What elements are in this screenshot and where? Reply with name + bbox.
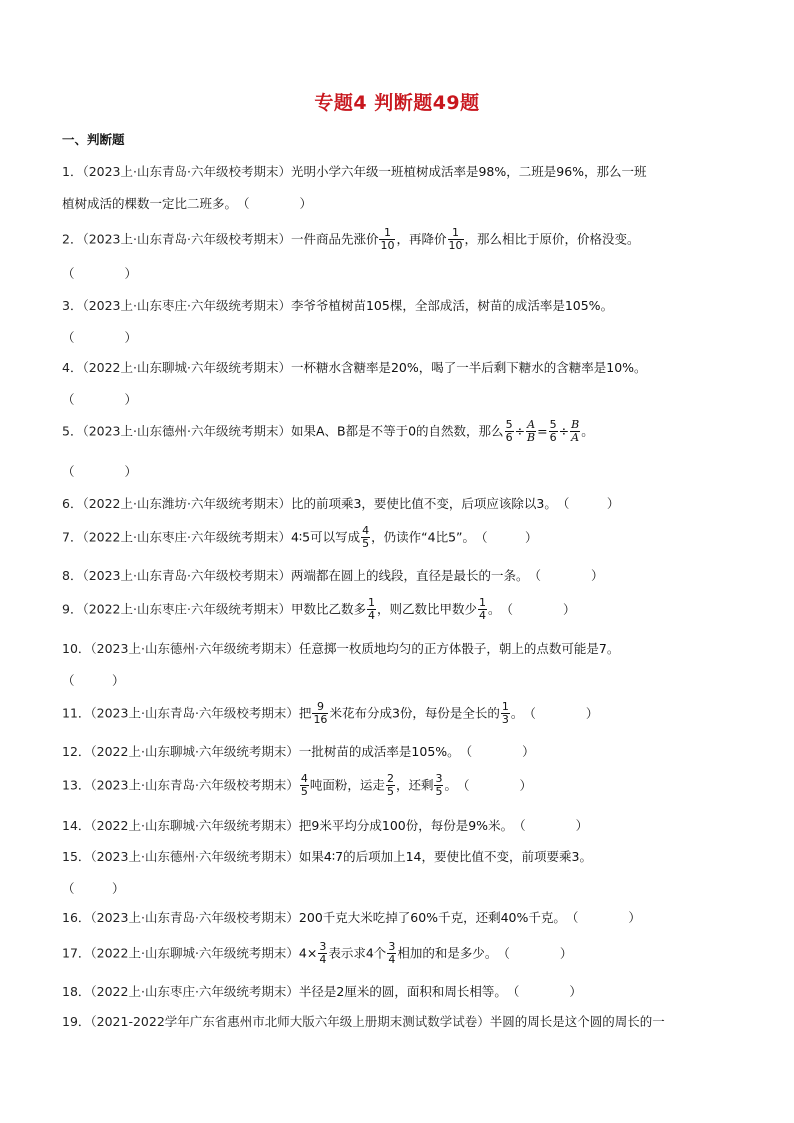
question-source: 19．（2021-2022学年广东省惠州市北师大版六年级上册期末测试数学试卷） bbox=[62, 1014, 490, 1029]
question-source: 12．（2022上·山东聊城·六年级统考期末） bbox=[62, 744, 299, 759]
numerator: 1 bbox=[367, 596, 375, 609]
question-source: 9．（2022上·山东枣庄·六年级统考期末） bbox=[62, 601, 291, 617]
question-12 bbox=[62, 744, 740, 760]
question-source: 8．（2023上·山东青岛·六年级校考期末） bbox=[62, 568, 291, 583]
numerator: 5 bbox=[549, 418, 557, 431]
fraction bbox=[379, 227, 395, 251]
question-10 bbox=[62, 641, 740, 657]
fraction bbox=[318, 941, 327, 965]
question-source: 14．（2022上·山东聊城·六年级统考期末） bbox=[62, 818, 299, 833]
question-1-continued bbox=[62, 194, 312, 212]
fraction bbox=[505, 419, 514, 443]
section-heading: 一、判断题 bbox=[62, 132, 125, 147]
question-13 bbox=[62, 774, 740, 798]
denominator: 4 bbox=[367, 608, 375, 622]
question-14 bbox=[62, 818, 740, 834]
question-source: 15．（2023上·山东德州·六年级统考期末） bbox=[62, 849, 299, 864]
answer-blank[interactable]: （ ） bbox=[497, 945, 573, 961]
denominator: 16 bbox=[313, 712, 328, 726]
answer-blank[interactable]: （ ） bbox=[500, 601, 576, 617]
operator: ÷ bbox=[514, 423, 526, 439]
question-text: 把 bbox=[298, 705, 312, 721]
question-2 bbox=[62, 228, 740, 252]
answer-blank[interactable]: （ ） bbox=[62, 392, 138, 407]
answer-blank[interactable]: （ ） bbox=[565, 910, 641, 925]
question-11 bbox=[62, 702, 740, 726]
question-source: 3．（2023上·山东枣庄·六年级统考期末） bbox=[62, 298, 291, 313]
answer-blank[interactable]: （ ） bbox=[62, 881, 125, 896]
question-3 bbox=[62, 298, 740, 314]
question-6 bbox=[62, 496, 740, 512]
answer-blank[interactable]: （ ） bbox=[506, 984, 582, 999]
denominator: A bbox=[571, 430, 580, 444]
numerator: 9 bbox=[316, 700, 324, 713]
question-text: 李爷爷植树苗105棵，全部成活，树苗的成活率是105%。 bbox=[290, 298, 614, 313]
question-text: 植树成活的棵数一定比二班多。 bbox=[62, 196, 238, 211]
question-source: 17．（2022上·山东聊城·六年级统考期末） bbox=[62, 945, 299, 961]
fraction bbox=[312, 701, 328, 725]
question-text: 表示求4个 bbox=[328, 945, 387, 961]
question-4 bbox=[62, 360, 740, 376]
denominator: 4 bbox=[319, 952, 327, 966]
fraction bbox=[367, 597, 376, 621]
question-text: ，那么相比于原价，价格没变。 bbox=[464, 231, 640, 247]
denominator: B bbox=[527, 430, 536, 444]
answer-blank[interactable]: （ ） bbox=[523, 705, 599, 721]
denominator: 4 bbox=[479, 608, 486, 622]
numerator: 3 bbox=[435, 772, 443, 785]
question-text: 两端都在圆上的线段，直径是最长的一条。 bbox=[290, 568, 529, 583]
fraction bbox=[549, 419, 558, 443]
fraction bbox=[448, 227, 464, 251]
answer-blank[interactable]: （ ） bbox=[528, 568, 604, 583]
question-source: 13．（2023上·山东青岛·六年级校考期末） bbox=[62, 777, 299, 793]
question-text: 。 bbox=[444, 777, 457, 793]
question-text: 。 bbox=[581, 423, 594, 439]
answer-blank[interactable]: （ ） bbox=[62, 266, 138, 281]
question-text: 4× bbox=[298, 945, 318, 961]
question-text: 半圆的周长是这个圆的周长的一 bbox=[489, 1014, 665, 1029]
fraction bbox=[501, 701, 510, 725]
denominator: 10 bbox=[448, 238, 463, 252]
operator: ÷ bbox=[558, 423, 570, 439]
question-text: 米花布分成3份，每份是全长的 bbox=[329, 705, 500, 721]
denominator: 6 bbox=[549, 430, 557, 444]
question-source: 6．（2022上·山东潍坊·六年级统考期末） bbox=[62, 496, 291, 511]
answer-blank[interactable]: （ ） bbox=[62, 330, 138, 345]
operator: = bbox=[537, 423, 548, 439]
question-text: 任意掷一枚质地均匀的正方体骰子，朝上的点数可能是7。 bbox=[298, 641, 620, 656]
numerator: 1 bbox=[479, 596, 486, 609]
question-5 bbox=[62, 420, 740, 444]
question-text: ，还剩 bbox=[395, 777, 434, 793]
numerator: 1 bbox=[383, 226, 391, 239]
question-18 bbox=[62, 984, 740, 1000]
question-source: 4．（2022上·山东聊城·六年级统考期末） bbox=[62, 360, 291, 375]
question-text: 一批树苗的成活率是105%。 bbox=[298, 744, 460, 759]
question-text: 吨面粉，运走 bbox=[309, 777, 385, 793]
question-7 bbox=[62, 526, 740, 550]
question-text: 。 bbox=[488, 601, 501, 617]
question-source: 11．（2023上·山东青岛·六年级校考期末） bbox=[62, 705, 299, 721]
question-text: 一件商品先涨价 bbox=[290, 231, 379, 247]
question-text: ，仍读作“4比5”。 bbox=[371, 529, 475, 545]
page-title: 专题4 判断题49题 bbox=[314, 92, 480, 114]
question-source: 1．（2023上·山东青岛·六年级校考期末） bbox=[62, 164, 291, 179]
question-15 bbox=[62, 849, 740, 865]
question-source: 7．（2022上·山东枣庄·六年级统考期末） bbox=[62, 529, 291, 545]
question-source: 18．（2022上·山东枣庄·六年级统考期末） bbox=[62, 984, 299, 999]
numerator: 1 bbox=[452, 226, 459, 239]
answer-blank[interactable]: （ ） bbox=[237, 196, 313, 211]
question-8 bbox=[62, 568, 740, 584]
denominator: 5 bbox=[362, 536, 370, 550]
numerator: 2 bbox=[386, 772, 394, 785]
question-text: 如果4∶7的后项加上14，要使比值不变，前项要乘3。 bbox=[298, 849, 592, 864]
question-text: 如果A、B都是不等于0的自然数，那么 bbox=[290, 423, 504, 439]
question-source: 16．（2023上·山东青岛·六年级校考期末） bbox=[62, 910, 299, 925]
question-text: 4∶5可以写成 bbox=[290, 529, 361, 545]
question-9 bbox=[62, 598, 740, 622]
question-text: 半径是2厘米的圆，面积和周长相等。 bbox=[298, 984, 507, 999]
question-text: 光明小学六年级一班植树成活率是98%，二班是96%，那么一班 bbox=[290, 164, 647, 179]
fraction bbox=[434, 773, 443, 797]
fraction bbox=[478, 597, 487, 621]
answer-blank[interactable]: （ ） bbox=[475, 529, 538, 545]
fraction bbox=[361, 525, 370, 549]
numerator: 1 bbox=[501, 700, 509, 713]
denominator: 6 bbox=[505, 430, 513, 444]
numerator: 4 bbox=[300, 772, 308, 785]
question-source: 5．（2023上·山东德州·六年级统考期末） bbox=[62, 423, 291, 439]
question-19 bbox=[62, 1014, 740, 1030]
answer-blank[interactable]: （ ） bbox=[556, 496, 620, 511]
question-text: ，再降价 bbox=[396, 231, 447, 247]
question-text: 200千克大米吃掉了60%千克，还剩40%千克。 bbox=[298, 910, 566, 925]
fraction bbox=[387, 941, 396, 965]
denominator: 5 bbox=[300, 784, 308, 798]
fraction bbox=[570, 419, 580, 443]
question-text: ，则乙数比甲数少 bbox=[376, 601, 477, 617]
answer-blank[interactable]: （ ） bbox=[456, 777, 532, 793]
fraction bbox=[386, 773, 395, 797]
question-text: 甲数比乙数多 bbox=[290, 601, 366, 617]
question-text: 把9米平均分成100份，每份是9%米。 bbox=[298, 818, 514, 833]
fraction bbox=[300, 773, 309, 797]
numerator: 5 bbox=[505, 418, 513, 431]
numerator: 4 bbox=[362, 524, 370, 537]
question-source: 10．（2023上·山东德州·六年级统考期末） bbox=[62, 641, 299, 656]
numerator: 3 bbox=[388, 940, 396, 953]
question-16 bbox=[62, 910, 740, 926]
question-text: 比的前项乘3，要使比值不变，后项应该除以3。 bbox=[290, 496, 557, 511]
question-1 bbox=[62, 164, 740, 180]
answer-blank[interactable]: （ ） bbox=[459, 744, 535, 759]
answer-blank[interactable]: （ ） bbox=[513, 818, 589, 833]
fraction bbox=[526, 419, 536, 443]
answer-blank[interactable]: （ ） bbox=[62, 673, 125, 688]
question-text: 。 bbox=[510, 705, 524, 721]
numerator: 3 bbox=[319, 940, 327, 953]
numerator: A bbox=[527, 418, 536, 431]
denominator: 3 bbox=[501, 712, 509, 726]
question-source: 2．（2023上·山东青岛·六年级校考期末） bbox=[62, 231, 291, 247]
denominator: 4 bbox=[388, 952, 396, 966]
question-17 bbox=[62, 942, 740, 966]
answer-blank[interactable]: （ ） bbox=[62, 464, 138, 479]
denominator: 5 bbox=[386, 784, 394, 798]
numerator: B bbox=[571, 418, 580, 431]
denominator: 10 bbox=[380, 238, 395, 252]
question-text: 一杯糖水含糖率是20%，喝了一半后剩下糖水的含糖率是10%。 bbox=[290, 360, 647, 375]
question-text: 相加的和是多少。 bbox=[397, 945, 498, 961]
denominator: 5 bbox=[435, 784, 443, 798]
